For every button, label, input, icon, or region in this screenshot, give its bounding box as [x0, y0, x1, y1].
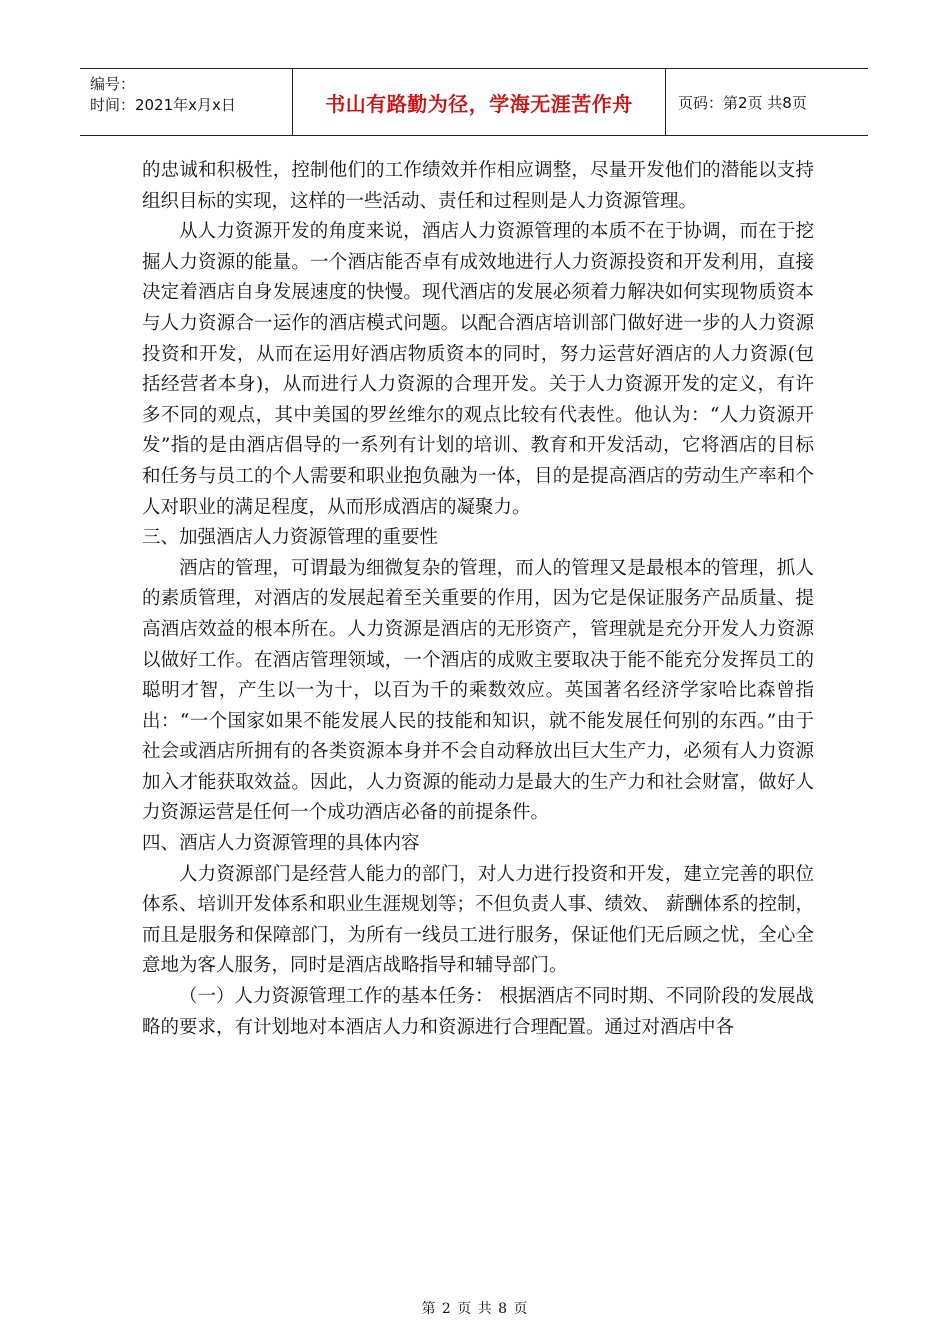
paragraph-continuation: 的忠诚和积极性，控制他们的工作绩效并作相应调整，尽量开发他们的潜能以支持组织目标的实现，这样的一些活动、责任和过程则是人力资源管理。	[142, 160, 814, 212]
document-number-label: 编号：	[90, 75, 136, 93]
document-body	[142, 156, 814, 1043]
paragraph-importance: 酒店的管理，可谓最为细微复杂的管理，而人的管理又是最根本的管理，抓人的素质管理，对酒店的发展起着至关重要的作用，因为它是保证服务产品质量、提高酒店效益的根本所在。人力资源是酒店的无形资产，管理就是充分开发人力资源以做好工作。在酒店管理领域，一个酒店的成败主要取决于能不能充分发挥员工的聪明才智，产生以一为十，以百为千的乘数效应。英国著名经济学家哈比森曾指出：“一个国家如果不能发展人民的技能和知识，就不能发展任何别的东西。”由于社会或酒店所拥有的各类资源本身并不会自动释放出巨大生产力，必须有人力资源加入才能获取效益。因此，人力资源的能动力是最大的生产力和社会财富，做好人力资源运营是任何一个成功酒店必备的前提条件。	[142, 557, 814, 824]
paragraph-hr-development: 从人力资源开发的角度来说，酒店人力资源管理的本质不在于协调，而在于挖掘人力资源的能量。一个酒店能否卓有成效地进行人力资源投资和开发利用，直接决定着酒店自身发展速度的快慢。现代酒店的发展必须着力解决如何实现物质资本与人力资源合一运作的酒店模式问题。以配合酒店培训部门做好进一步的人力资源投资和开发，从而在运用好酒店物质资本的同时，努力运营好酒店的人力资源(包括经营者本身)，从而进行人力资源的合理开发。关于人力资源开发的定义，有许多不同的观点，其中美国的罗丝维尔的观点比较有代表性。他认为：“人力资源开发”指的是由酒店倡导的一系列有计划的培训、教育和开发活动，它将酒店的目标和任务与员工的个人需要和职业抱负融为一体，目的是提高酒店的劳动生产率和个人对职业的满足程度，从而形成酒店的凝聚力。	[142, 221, 814, 518]
section-heading-4: 四、酒店人力资源管理的具体内容	[142, 833, 420, 855]
header-meta	[80, 69, 293, 135]
paragraph-basic-tasks: （一）人力资源管理工作的基本任务： 根据酒店不同时期、不同阶段的发展战略的要求，有计划地对本酒店人力和资源进行合理配置。通过对酒店中各	[142, 986, 814, 1038]
page-header	[80, 68, 868, 136]
paragraph-hr-department: 人力资源部门是经营人能力的部门，对人力进行投资和开发，建立完善的职位体系、培训开发体系和职业生涯规划等；不但负责人事、绩效、 薪酬体系的控制，而且是服务和保障部门，为所有一线员工进行服务，保证他们无后顾之忧，全心全意地为客人服务，同时是酒店战略指导和辅导部门。	[142, 863, 814, 977]
page-footer: 第 2 页 共 8 页	[421, 1301, 529, 1317]
header-motto: 书山有路勤为径，学海无涯苦作舟	[293, 69, 666, 135]
header-page-info: 页码：第2页 共8页	[678, 93, 807, 112]
document-time-label: 时间：2021年x月x日	[90, 96, 236, 114]
section-heading-3: 三、加强酒店人力资源管理的重要性	[142, 527, 439, 549]
